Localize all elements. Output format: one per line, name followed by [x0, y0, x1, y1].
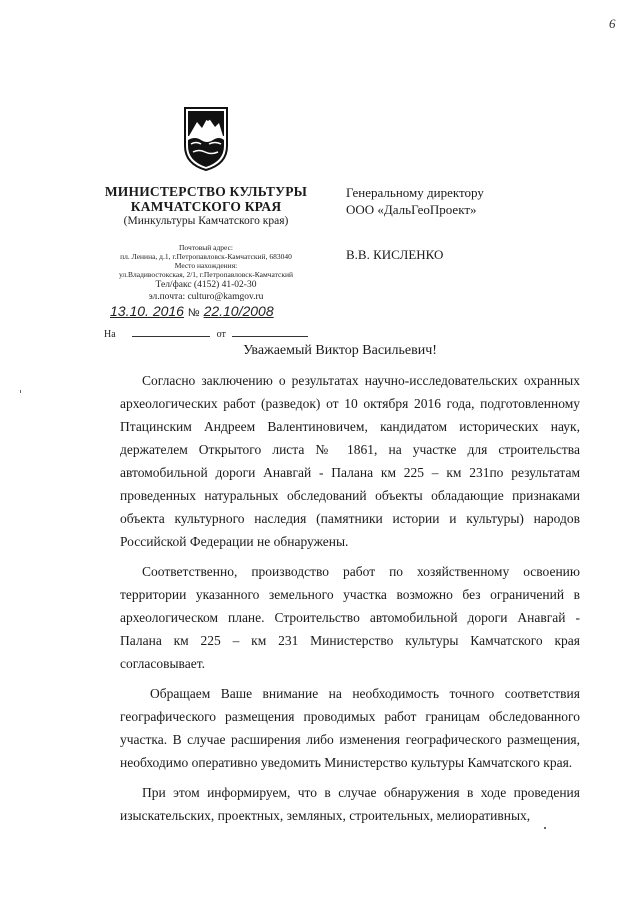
paragraph-4: При этом информируем, что в случае обнаружения в ходе проведения изыскательских, проектных, земляных, строительных, мелиоративных, [120, 785, 580, 823]
registration-number: 22.10/2008 [203, 303, 274, 319]
addressee-position: Генеральному директору [346, 185, 484, 200]
registration-date-number [110, 303, 274, 319]
location-address: ул.Владивостокская, 2/1, г.Петропавловск-Камчатский [118, 270, 294, 279]
postal-address-label: Почтовый адрес: [179, 243, 233, 252]
letter-body [120, 369, 580, 827]
addressee-name: В.В. КИСЛЕНКО [346, 247, 444, 262]
number-sign: № [187, 307, 200, 319]
phone-fax: Тел/факс (4152) 41-02-30 [155, 280, 257, 290]
sender-ministry-header [100, 184, 312, 229]
scan-mark [20, 390, 21, 393]
page-number: 6 [609, 16, 616, 31]
email-address: эл.почта: culturo@kamgov.ru [148, 292, 264, 302]
letter-greeting: Уважаемый Виктор Васильевич! [243, 343, 437, 358]
reply-reference-line [104, 328, 308, 340]
addressee-company: ООО «ДальГеоПроект» [346, 202, 477, 217]
paragraph-3: Обращаем Ваше внимание на необходимость точного соответствия географического размещения проводимых работ границам обследованного участка. В случае расширения либо изменения географического размещения, необходимо оперативно уведомить Министерство культуры Камчатского края. [120, 686, 580, 770]
ministry-name-line1: МИНИСТЕРСТВО КУЛЬТУРЫ [104, 184, 308, 199]
registration-date: 13.10. 2016 [110, 303, 184, 319]
scan-mark [544, 827, 546, 829]
ot-label: от [216, 329, 226, 340]
paragraph-1: Согласно заключению о результатах научно-исследовательских охранных археологических работ (разведок) от 10 октября 2016 года, подготовленному Птацинским Андреем Валентиновичем, кандидатом исторических наук, держателем Открытого листа № 1861, на участке для строительства автомобильной дороги Анавгай - Палана км 225 – км 231по результатам проведенных натуральных обследований объекты обладающие признаками объекта культурного наследия (памятники истории и культуры) народов Российской Федерации не обнаружены. [120, 373, 580, 549]
location-label: Место нахождения: [174, 261, 238, 270]
na-label: На [104, 329, 116, 340]
postal-address: пл. Ленина, д.1, г.Петропавловск-Камчатский, 683040 [120, 252, 292, 261]
ministry-name-line2: КАМЧАТСКОГО КРАЯ [130, 199, 282, 214]
paragraph-2: Соответственно, производство работ по хозяйственному освоению территории указанного земельного участка возможно без ограничений в археологическом плане. Строительство автомобильной дороги Анавгай - Палана км 225 – км 231 Министерство культуры Камчатского края согласовывает. [120, 564, 580, 671]
addressee-block [346, 184, 484, 218]
sender-contacts [100, 243, 312, 303]
ministry-short-name: (Минкультуры Камчатского края) [123, 215, 289, 227]
kamchatka-coat-of-arms-emblem [181, 106, 231, 172]
